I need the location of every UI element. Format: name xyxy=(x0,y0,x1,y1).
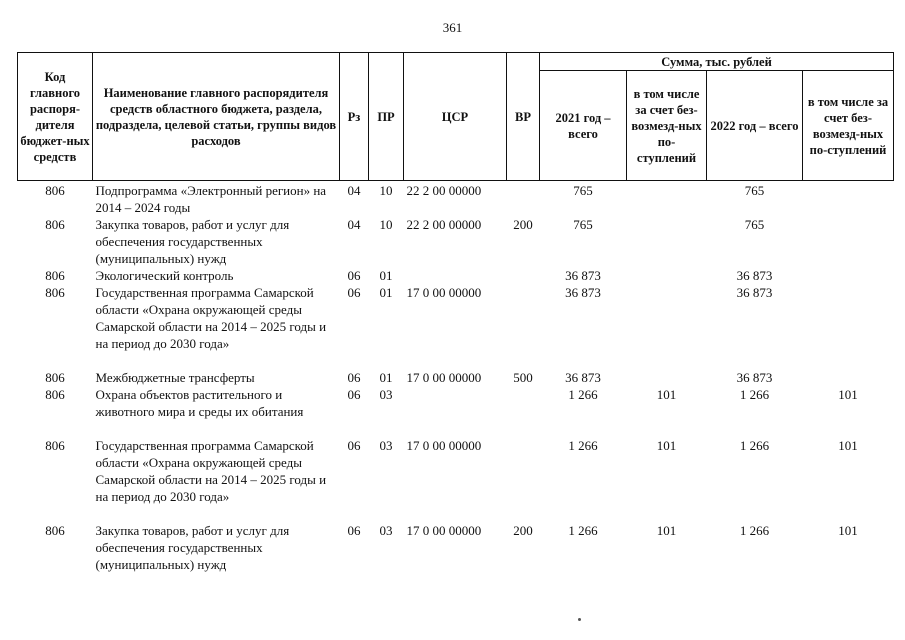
cell-csr: 17 0 00 00000 xyxy=(406,370,482,385)
cell-csr: 22 2 00 00000 xyxy=(406,183,482,198)
cell-2021-total: 765 xyxy=(573,183,593,198)
cell-vr: 200 xyxy=(513,523,533,538)
header-name: Наименование главного распорядителя средств областного бюджета, раздела, подраздела, целевой статьи, группы видов расходов xyxy=(93,53,340,181)
cell-2021-free xyxy=(627,267,707,284)
cell-2022-total: 765 xyxy=(744,183,765,198)
header-pr: ПР xyxy=(369,53,404,181)
cell-name: Государственная программа Самарской области «Охрана окружающей среды Самарской области на 2014 – 2025 годы и на период до 2030 года» xyxy=(95,438,327,504)
budget-table xyxy=(17,52,894,573)
cell-pr: 10 xyxy=(379,183,393,198)
cell-rz: 04 xyxy=(347,183,361,198)
cell-rz: 06 xyxy=(347,438,361,453)
table-row xyxy=(18,437,894,522)
cell-rz: 06 xyxy=(347,370,361,385)
cell-2022-free xyxy=(803,181,894,217)
table-row xyxy=(18,386,894,437)
cell-code: 806 xyxy=(45,183,65,198)
cell-csr: 17 0 00 00000 xyxy=(406,438,482,453)
cell-2022-total: 1 266 xyxy=(739,387,770,402)
table-row xyxy=(18,369,894,386)
cell-csr: 22 2 00 00000 xyxy=(406,217,482,232)
cell-vr xyxy=(507,284,540,369)
cell-2022-total: 1 266 xyxy=(739,523,770,538)
cell-2022-total: 36 873 xyxy=(736,370,773,385)
cell-2021-total: 1 266 xyxy=(568,387,598,402)
cell-2021-total: 36 873 xyxy=(565,370,601,385)
cell-code: 806 xyxy=(45,217,65,232)
cell-code: 806 xyxy=(45,438,65,453)
cell-2022-total: 765 xyxy=(744,217,765,232)
table-body xyxy=(18,181,894,574)
table-row xyxy=(18,181,894,217)
header-2022-total: 2022 год – всего xyxy=(707,71,803,181)
cell-pr: 03 xyxy=(379,387,393,402)
cell-2021-total: 36 873 xyxy=(565,285,601,300)
table-row xyxy=(18,267,894,284)
cell-2022-total: 36 873 xyxy=(736,285,773,300)
cell-rz: 06 xyxy=(347,285,361,300)
cell-2022-free xyxy=(803,267,894,284)
cell-name: Закупка товаров, работ и услуг для обеспечения государственных (муниципальных) нужд xyxy=(95,217,290,266)
cell-2022-total: 36 873 xyxy=(736,268,773,283)
cell-pr: 01 xyxy=(379,370,393,385)
cell-2021-free xyxy=(627,181,707,217)
cell-2021-total: 765 xyxy=(573,217,593,232)
cell-name: Закупка товаров, работ и услуг для обеспечения государственных (муниципальных) нужд xyxy=(95,523,290,572)
cell-name: Государственная программа Самарской области «Охрана окружающей среды Самарской области на 2014 – 2025 годы и на период до 2030 года» xyxy=(95,285,327,351)
cell-2021-free: 101 xyxy=(656,438,677,453)
cell-code: 806 xyxy=(45,370,65,385)
scan-speck xyxy=(578,618,581,621)
cell-vr: 200 xyxy=(513,217,533,232)
page-number: 361 xyxy=(442,20,463,35)
cell-rz: 06 xyxy=(347,268,361,283)
cell-2022-free xyxy=(803,284,894,369)
cell-2022-free: 101 xyxy=(838,523,858,538)
cell-code: 806 xyxy=(45,268,65,283)
header-2021-free: в том числе за счет без-возмезд-ных по-ступлений xyxy=(627,71,707,181)
table-row xyxy=(18,284,894,369)
cell-2022-free: 101 xyxy=(838,387,858,402)
cell-name: Подпрограмма «Электронный регион» на 2014 – 2024 годы xyxy=(95,183,327,215)
header-sum-title: Сумма, тыс. рублей xyxy=(540,53,894,71)
cell-rz: 06 xyxy=(347,523,361,538)
cell-2021-free: 101 xyxy=(656,523,677,538)
table-row xyxy=(18,522,894,573)
cell-2022-free: 101 xyxy=(838,438,858,453)
cell-name: Межбюджетные трансферты xyxy=(95,370,255,385)
cell-pr: 01 xyxy=(379,268,393,283)
cell-pr: 03 xyxy=(379,523,393,538)
cell-2021-free xyxy=(627,216,707,267)
cell-pr: 01 xyxy=(379,285,393,300)
header-2021-total: 2021 год – всего xyxy=(540,71,627,181)
cell-vr xyxy=(507,267,540,284)
table-header xyxy=(18,53,894,181)
cell-vr: 500 xyxy=(513,370,533,385)
cell-code: 806 xyxy=(45,523,65,538)
cell-rz: 04 xyxy=(347,217,361,232)
cell-code: 806 xyxy=(45,387,65,402)
cell-vr xyxy=(507,386,540,437)
table-row xyxy=(18,216,894,267)
cell-csr: 17 0 00 00000 xyxy=(406,523,482,538)
header-2022-free: в том числе за счет без-возмезд-ных по-ступлений xyxy=(803,71,894,181)
cell-csr xyxy=(404,386,507,437)
cell-csr: 17 0 00 00000 xyxy=(406,285,482,300)
cell-vr xyxy=(507,181,540,217)
cell-vr xyxy=(507,437,540,522)
cell-code: 806 xyxy=(45,285,65,300)
cell-2021-total: 1 266 xyxy=(568,438,598,453)
cell-pr: 03 xyxy=(379,438,393,453)
cell-2021-free xyxy=(627,284,707,369)
header-csr: ЦСР xyxy=(404,53,507,181)
cell-rz: 06 xyxy=(347,387,361,402)
cell-2021-total: 1 266 xyxy=(568,523,598,538)
cell-pr: 10 xyxy=(379,217,393,232)
cell-2021-free: 101 xyxy=(656,387,677,402)
header-code: Код главного распоря-дителя бюджет-ных средств xyxy=(18,53,93,181)
cell-2022-total: 1 266 xyxy=(739,438,770,453)
cell-2021-free xyxy=(627,369,707,386)
cell-2022-free xyxy=(803,369,894,386)
cell-2022-free xyxy=(803,216,894,267)
cell-2021-total: 36 873 xyxy=(565,268,601,283)
header-vr: ВР xyxy=(507,53,540,181)
cell-name: Экологический контроль xyxy=(95,268,234,283)
header-rz: Рз xyxy=(340,53,369,181)
cell-csr xyxy=(404,267,507,284)
cell-name: Охрана объектов растительного и животного мира и среды их обитания xyxy=(95,387,304,419)
